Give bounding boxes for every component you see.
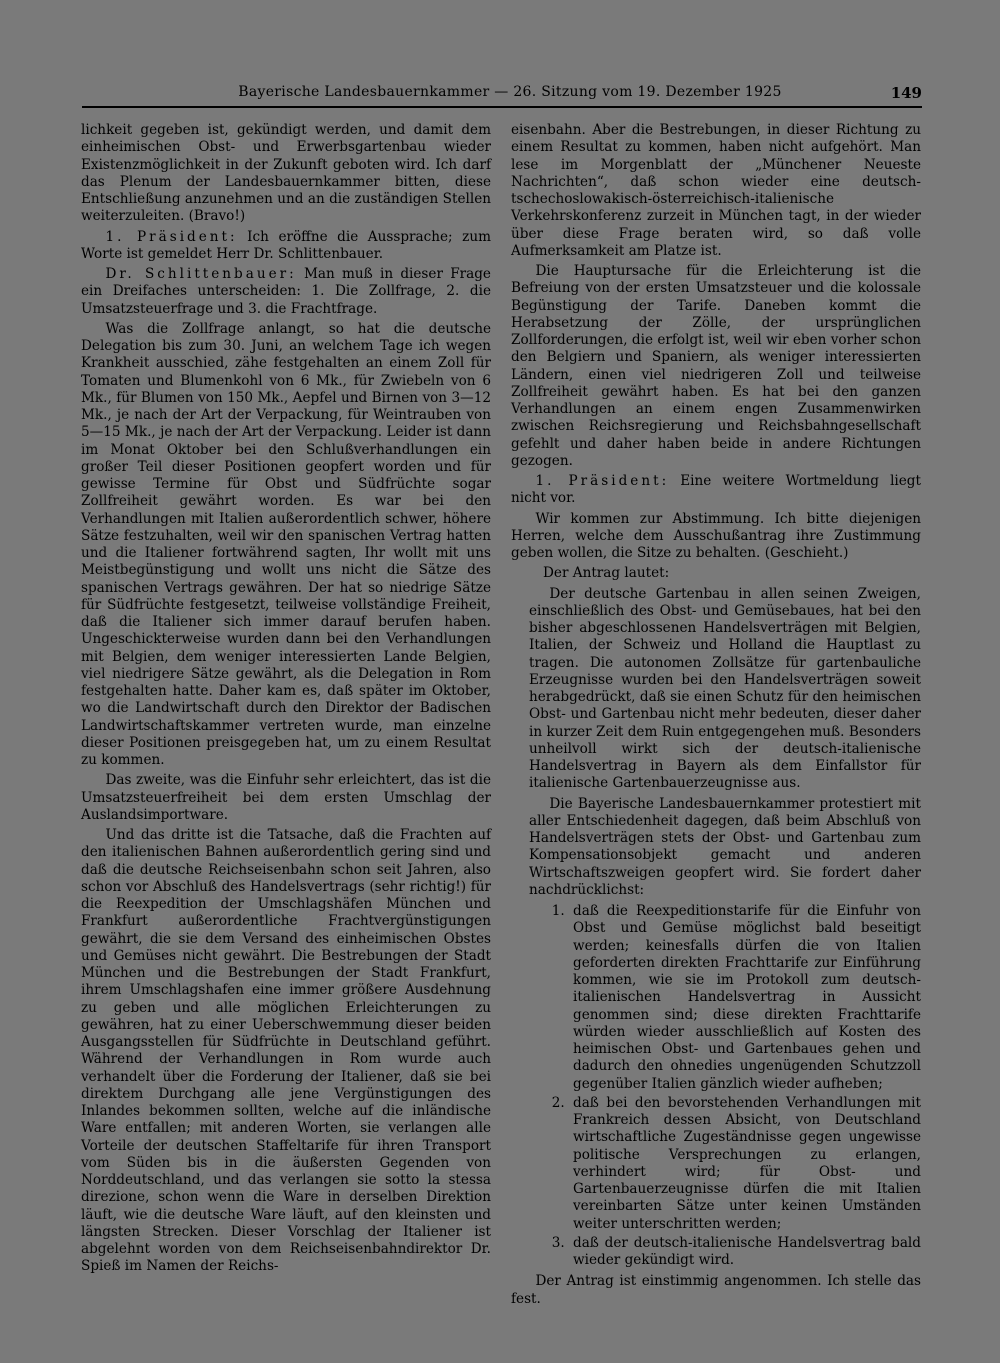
paragraph: eisenbahn. Aber die Bestrebungen, in dieser Richtung zu einem Resultat zu kommen, haben nicht aufgehört. Man lese im Morgenblatt der „Münchener Neueste Nachrichten“, daß schon wieder eine deutsch-tschechoslowakisch-österreichisch-italienische Verkehrskonferenz zurzeit in München tagt, in der wieder über diese Frage beraten wird, so daß volle Aufmerksamkeit am Platze ist. (511, 122, 921, 259)
demand-item: 3. daß der deutsch-italienische Handelsvertrag bald wieder gekündigt wird. (569, 1235, 921, 1270)
left-column (81, 122, 491, 1279)
speaker-name: 1. Präsident: (105, 228, 238, 245)
paragraph: Der Antrag ist einstimmig angenommen. Ich stelle das fest. (511, 1273, 921, 1307)
paragraph: Das zweite, was die Einfuhr sehr erleichtert, das ist die Umsatzsteuerfreiheit bei dem ersten Umschlag der Auslandsimportware. (81, 772, 491, 823)
speaker-name: Dr. Schlittenbauer: (105, 266, 297, 282)
running-title: Bayerische Landesbauernkammer — 26. Sitzung vom 19. Dezember 1925 (238, 84, 782, 100)
demands-list (529, 903, 921, 1269)
speaker-paragraph (511, 473, 921, 508)
paragraph: Was die Zollfrage anlangt, so hat die deutsche Delegation bis zum 30. Juni, an welchem Tage ich wegen Krankheit ausschied, zähe festgehalten an einem Zoll für Tomaten und Blumenkohl von 6 Mk., für Zwiebeln von 6 Mk., für Blumen von 150 Mk., Aepfel und Birnen von 3—12 Mk., je nach der Art der Verpackung, für Weintrauben von 5—15 Mk., je nach der Art der Verpackung. Leider ist dann im Monat Oktober bei den Schlußverhandlungen ein großer Teil dieser Positionen geopfert worden und für gewisse Termine für Obst und Südfrüchte sogar Zollfreiheit gewährt worden. Es war bei den Verhandlungen mit Italien außerordentlich schwer, höhere Sätze festzuhalten, weil wir den spanischen Vertrag hatten und die Italiener fortwährend sagten, Ihr wollt mit uns Meistbegünstigung und wollt uns nicht die Sätze des spanischen Vertrags gewähren. Der hat so niedrige Sätze für Südfrüchte festgesetzt, teilweise vollständige Freiheit, daß die Italiener sich immer darauf berufen haben. Ungeschickterweise wurden dann bei den Verhandlungen mit Belgien, dem weniger interessierten Lande Belgien, viel niedrigere Sätze gewährt, als die Delegation in Rom festgehalten hatte. Daher kam es, daß später im Oktober, wo die Landwirtschaft durch den Direktor der Badischen Landwirtschaftskammer vertreten wurde, man einzelne dieser Positionen preisgegeben hat, um zu einem Resultat zu kommen. (81, 320, 491, 768)
paragraph: Und das dritte ist die Tatsache, daß die Frachten auf den italienischen Bahnen außerordentlich gering sind und daß die deutsche Reichseisenbahn schon seit Jahren, also schon vor Abschluß des Handelsvertrags (sehr richtig!) für die Reexpedition der Umschlagshäfen München und Frankfurt außerordentliche Frachtvergünstigungen gewährt, die sie dem Versand des einheimischen Obstes und Gemüses nicht gewährt. Die Bestrebungen der Stadt München und die Bestrebungen der Stadt Frankfurt, ihrem Umschlagshafen eine immer größere Ausdehnung zu geben und alle möglichen Erleichterungen zu gewähren, hat zu einer Ueberschwemmung dieser beiden Ausgangsstellen für Südfrüchte in Deutschland geführt. Während der Verhandlungen in Rom wurde auch verhandelt über die Forderung der Italiener, daß sie bei direktem Durchgang alle jene Vergünstigungen des Inlandes bekommen sollten, welche auf die inländische Ware entfallen; mit anderen Worten, sie verlangen alle Vorteile der deutschen Staffeltarife für ihren Transport vom Süden bis in die äußersten Gegenden von Norddeutschland, und das verlangen sie sotto la stessa direzione, schon wenn die Ware in derselben Direktion läuft, wie die deutsche Ware läuft, auf den kleinsten und längsten Strecken. Dieser Vorschlag der Italiener ist abgelehnt worden von dem Reichseisenbahndirektor Dr. Spieß im Namen der Reichs- (81, 827, 491, 1275)
speech-text: Man muß in dieser Frage ein Dreifaches unterscheiden: 1. Die Zollfrage, 2. die Umsatzsteuerfrage und 3. die Frachtfrage. (81, 266, 491, 317)
paragraph: Wir kommen zur Abstimmung. Ich bitte diejenigen Herren, welche dem Ausschußantrag ihre Zustimmung geben wollen, die Sitze zu behalten. (Geschieht.) (511, 510, 921, 561)
demand-item: 2. daß bei den bevorstehenden Verhandlungen mit Frankreich dessen Absicht, von Deutschland wirtschaftliche Zugeständnisse gegen ungewisse politische Versprechungen zu erlangen, verhindert wird; für Obst- und Gartenbauerzeugnisse dürfen die mit Italien vereinbarten Sätze unter keinen Umständen weiter unterschritten werden; (569, 1095, 921, 1233)
demand-item: 1. daß die Reexpeditionstarife für die Einfuhr von Obst und Gemüse möglichst bald beseitigt werden; keinesfalls dürfen die von Italien geforderten direkten Frachttarife zur Einführung kommen, wie sie im Protokoll zum deutsch-italienischen Handelsvertrag in Aussicht genommen sind; diese direkten Frachttarife würden wieder ausschließlich auf Kosten des heimischen Obst- und Gartenbaues gehen und dadurch den ohnedies ungenügenden Schutzzoll gegenüber Italien gänzlich wieder aufheben; (569, 903, 921, 1093)
right-column (511, 122, 921, 1311)
motion-label: Der Antrag lautet: (543, 565, 670, 582)
page-header (82, 84, 922, 108)
paragraph: lichkeit gegeben ist, gekündigt werden, und damit dem einheimischen Obst- und Erwerbsgartenbau wieder Existenzmöglichkeit in der Zukunft geboten wird. Ich darf das Plenum der Landesbauernkammer bitten, diese Entschließung anzunehmen und an die zuständigen Stellen weiterzuleiten. (Bravo!) (81, 122, 491, 225)
motion-paragraph: Der deutsche Gartenbau in allen seinen Zweigen, einschließlich des Obst- und Gemüsebaues, hat bei den bisher abgeschlossenen Handelsverträgen mit Belgien, Italien, der Schweiz und Holland die Hauptlast zu tragen. Die autonomen Zollsätze für gartenbauliche Erzeugnisse wurden bei den Handelsverträgen soweit herabgedrückt, daß sie einen Schutz für den heimischen Obst- und Gartenbau nicht mehr bedeuten, dieser daher in kurzer Zeit dem Ruin entgegengehen muß. Besonders unheilvoll wirkt sich der deutsch-italienische Handelsvertrag in Bayern als dem Einfallstor für italienische Gartenbauerzeugnisse aus. (529, 585, 921, 792)
motion-text (529, 565, 921, 1269)
page-number: 149 (890, 84, 922, 102)
speech-text: Eine weitere Wortmeldung liegt nicht vor. (511, 473, 921, 507)
speaker-paragraph (81, 229, 491, 264)
paragraph: Die Hauptursache für die Erleichterung ist die Befreiung von der ersten Umsatzsteuer und die kolossale Begünstigung der Tarife. Daneben kommt die Herabsetzung der Zölle, der ursprünglichen Zollforderungen, die erfolgt ist, weil wir eben vorher schon den Belgiern und Spaniern, als weniger interessierten Ländern, einen viel niedrigeren Zoll und teilweise Zollfreiheit gewährt haben. Es hat bei den ganzen Verhandlungen an einem engen Zusammenwirken zwischen Reichsregierung und Reichsbahngesellschaft gefehlt und daher haben beide in andere Richtungen gezogen. (511, 263, 922, 469)
speaker-name: 1. Präsident: (535, 473, 670, 489)
motion-paragraph: Die Bayerische Landesbauernkammer protestiert mit aller Entschiedenheit dagegen, daß beim Abschluß von Handelsverträgen stets der Obst- und Gartenbau zum Kompensationsobjekt gemacht und anderen Wirtschaftszweigen geopfert wird. Sie fordert daher nachdrücklichst: (529, 795, 921, 898)
speech-text: Ich eröffne die Aussprache; zum Worte ist gemeldet Herr Dr. Schlittenbauer. (81, 228, 491, 262)
speaker-paragraph (81, 266, 491, 318)
